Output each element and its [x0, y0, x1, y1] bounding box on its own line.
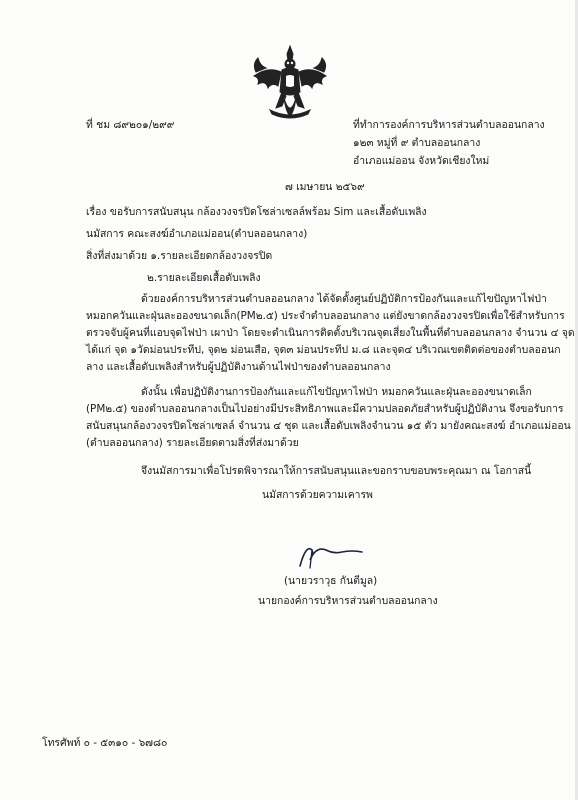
paragraph-line: (PM๒.๕) ของตำบลออนกลางเป็นไปอย่างมีประสิทธิภาพและมีความปลอดภัยสำหรับผู้ปฏิบัติงาน จึงขอรับการ — [86, 403, 564, 415]
paragraph-line: หมอกควันและฝุ่นละอองขนาดเล็ก(PM๒.๕) ประจำตำบลออนกลาง แต่ยังขาดกล้องวงจรปิดเพื่อใช้สำหรับการ — [86, 310, 565, 322]
office-address-line-1: ที่ทำการองค์การบริหารส่วนตำบลออนกลาง — [353, 119, 545, 131]
paragraph-line: ลาง และเสื้อดับเพลิงสำหรับผู้ปฏิบัติงานด้านไฟป่าของตำบลออนกลาง — [86, 361, 391, 373]
enclosure-item-1: สิ่งที่ส่งมาด้วย ๑.รายละเอียดกล้องวงจรปิด — [86, 250, 273, 262]
letter-date: ๗ เมษายน ๒๕๖๙ — [285, 181, 365, 193]
letter-salutation: นมัสการ คณะสงฆ์อำเภอแม่ออน(ตำบลออนกลาง) — [86, 228, 308, 240]
paragraph-line: ดังนั้น เพื่อปฏิบัติงานการป้องกันและแก้ไขปัญหาไฟป่า หมอกควันและฝุ่นละอองขนาดเล็ก — [141, 386, 532, 398]
paragraph-line: ได้แก่ จุด ๑วัดม่อนประทีป, จุด๒ ม่อนเสือ, จุด๓ ม่อนประทีป ม.๘ และจุด๔ บริเวณเขตติดต่อของตำบลออนก — [86, 344, 561, 356]
reference-number: ที่ ชม ๘๙๒๐๑/๒๙๙ — [86, 119, 175, 131]
body-paragraph-2 — [86, 384, 571, 452]
paragraph-line: (ตำบลออนกลาง) รายละเอียดตามสิ่งที่ส่งมาด้วย — [86, 437, 299, 449]
paragraph-line: สนับสนุนกล้องวงจรปิดโซล่าเซลล์ จำนวน ๔ ชุด และเสื้อดับเพลิงจำนวน ๑๕ ตัว มายังคณะสงฆ์ อำเภอแม่ออน — [86, 420, 571, 432]
closing-phrase: นมัสการด้วยความเคารพ — [262, 489, 373, 501]
paragraph-line: ตรวจจับผู้คนที่แอบจุดไฟป่า เผาป่า โดยจะดำเนินการติดตั้งบริเวณจุดเสี่ยงในพื้นที่ตำบลออนกลาง จำนวน ๔ จุด — [86, 327, 575, 339]
office-address-line-3: อำเภอแม่ออน จังหวัดเชียงใหม่ — [353, 155, 490, 167]
signer-name: (นายวราวุธ กันตีมูล) — [284, 575, 378, 587]
phone-number: โทรศัพท์ ๐ - ๕๓๑๐ - ๖๗๘๐ — [42, 737, 168, 749]
enclosure-item-2: ๒.รายละเอียดเสื้อดับเพลิง — [147, 272, 261, 284]
letter-subject: เรื่อง ขอรับการสนับสนุน กล้องวงจรปิดโซล่าเซลล์พร้อม Sim และเสื้อดับเพลิง — [86, 206, 427, 218]
handwritten-signature — [296, 540, 366, 572]
office-address-line-2: ๑๒๓ หมู่ที่ ๙ ตำบลออนกลาง — [353, 137, 481, 149]
closing-request: จึงนมัสการมาเพื่อโปรดพิจารณาให้การสนับสนุนและขอกราบขอบพระคุณมา ณ โอกาสนี้ — [141, 465, 532, 477]
garuda-emblem-icon — [248, 42, 332, 122]
paragraph-line: ด้วยองค์การบริหารส่วนตำบลออนกลาง ได้จัดตั้งศูนย์ปฏิบัติการป้องกันและแก้ไขปัญหาไฟป่า — [141, 293, 547, 305]
signer-title: นายกองค์การบริหารส่วนตำบลออนกลาง — [258, 595, 438, 607]
body-paragraph-1 — [86, 291, 575, 376]
